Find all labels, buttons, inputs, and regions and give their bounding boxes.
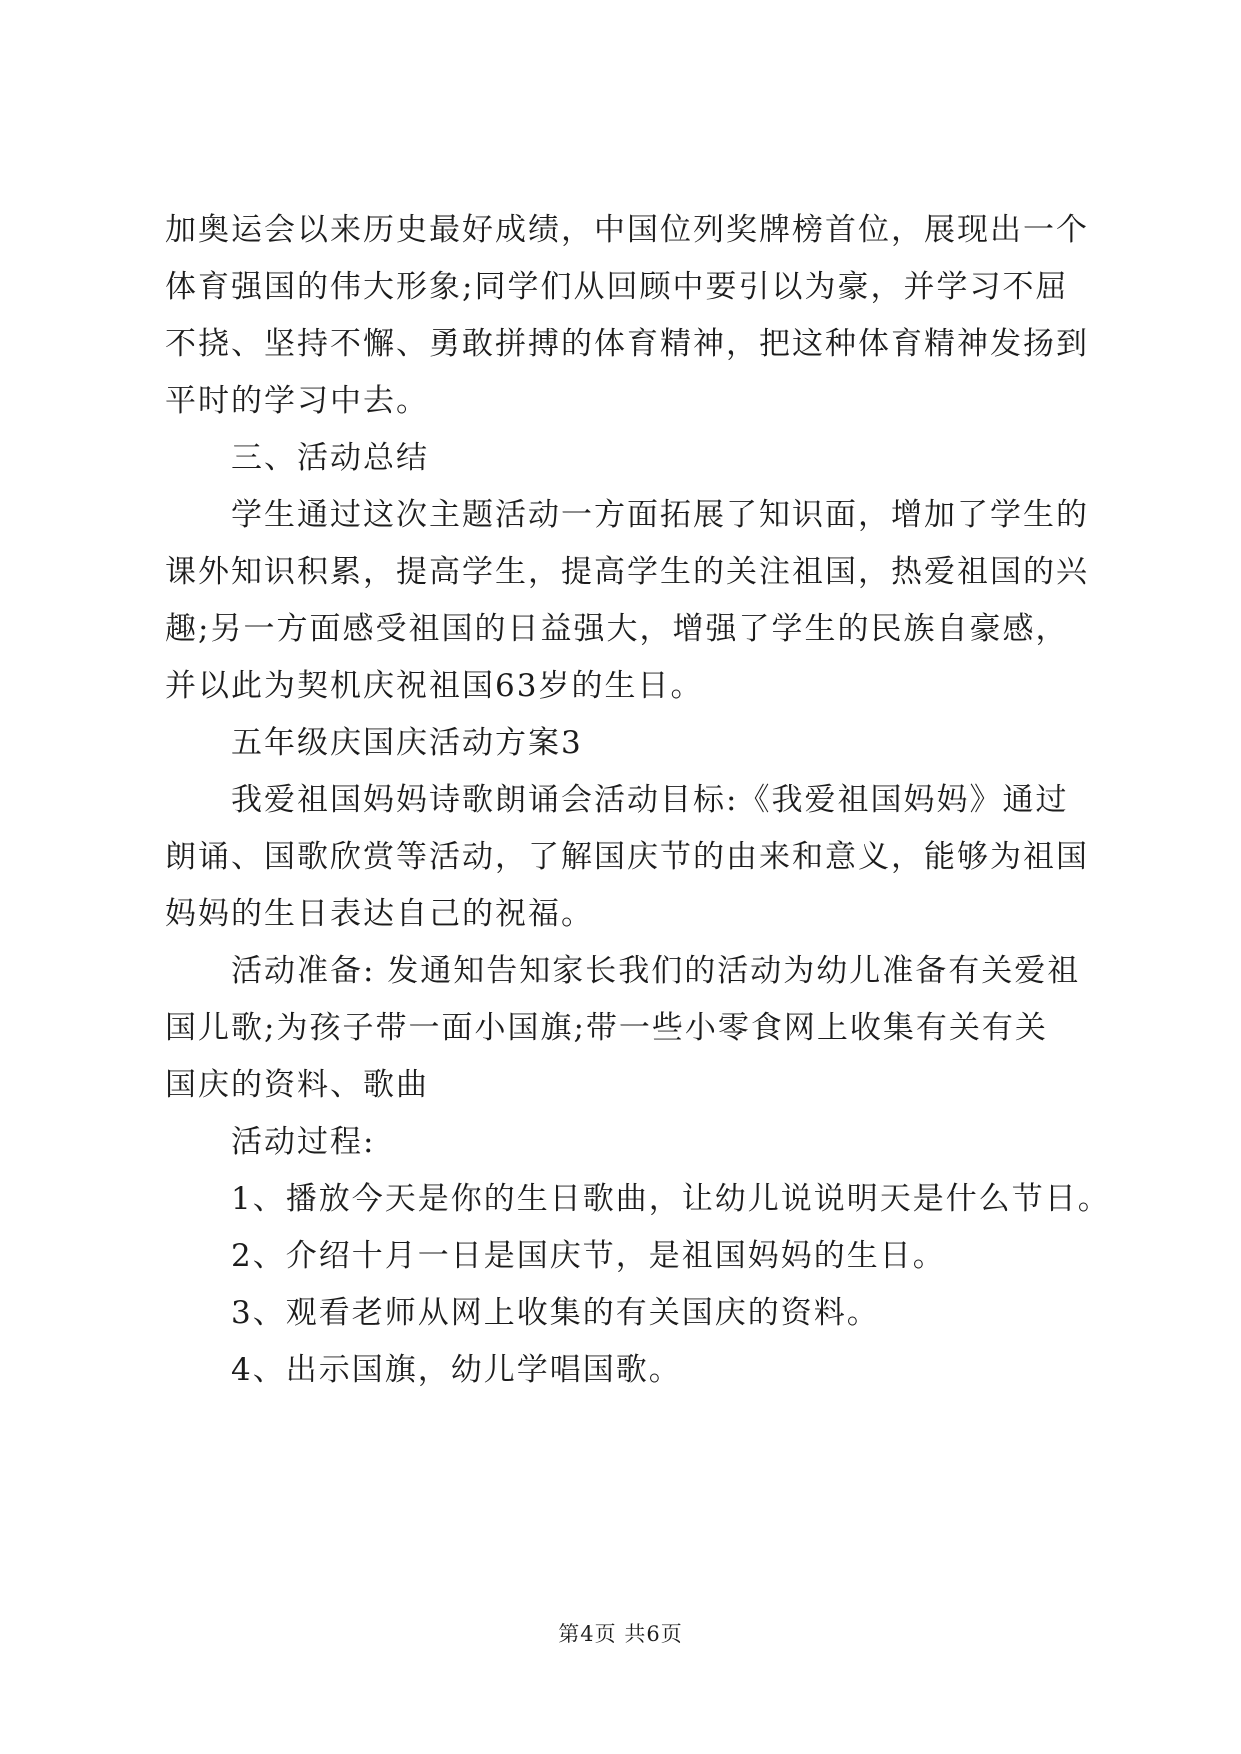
list-item: 1、播放今天是你的生日歌曲，让幼儿说说明天是什么节日。 [231,1181,1111,1217]
body-line: 并以此为契机庆祝祖国63岁的生日。 [165,668,704,704]
body-line: 朗诵、国歌欣赏等活动，了解国庆节的由来和意义，能够为祖国 [165,839,1089,875]
body-line: 活动准备: 发通知告知家长我们的活动为幼儿准备有关爱祖 [231,953,1081,989]
body-line: 国庆的资料、歌曲 [165,1067,429,1103]
body-line: 不挠、坚持不懈、勇敢拼搏的体育精神，把这种体育精神发扬到 [165,326,1089,362]
body-line: 妈妈的生日表达自己的祝福。 [165,896,594,932]
page-number-footer: 第4页 共6页 [558,1622,683,1646]
body-line: 平时的学习中去。 [165,383,429,419]
list-item: 3、观看老师从网上收集的有关国庆的资料。 [231,1295,880,1331]
list-item: 2、介绍十月一日是国庆节，是祖国妈妈的生日。 [231,1238,946,1274]
section-heading: 三、活动总结 [231,440,429,476]
body-line: 国儿歌;为孩子带一面小国旗;带一些小零食网上收集有关有关 [165,1010,1048,1046]
body-line: 趣;另一方面感受祖国的日益强大，增强了学生的民族自豪感， [165,611,1069,647]
body-line: 加奥运会以来历史最好成绩，中国位列奖牌榜首位，展现出一个 [165,212,1089,248]
body-line: 学生通过这次主题活动一方面拓展了知识面，增加了学生的 [231,497,1089,533]
body-line: 活动过程: [231,1124,376,1160]
body-line: 课外知识积累，提高学生，提高学生的关注祖国，热爱祖国的兴 [165,554,1089,590]
list-item: 4、出示国旗，幼儿学唱国歌。 [231,1352,682,1388]
section-heading: 五年级庆国庆活动方案3 [231,725,583,761]
body-line: 我爱祖国妈妈诗歌朗诵会活动目标:《我爱祖国妈妈》通过 [231,782,1069,818]
body-line: 体育强国的伟大形象;同学们从回顾中要引以为豪，并学习不屈 [165,269,1069,305]
